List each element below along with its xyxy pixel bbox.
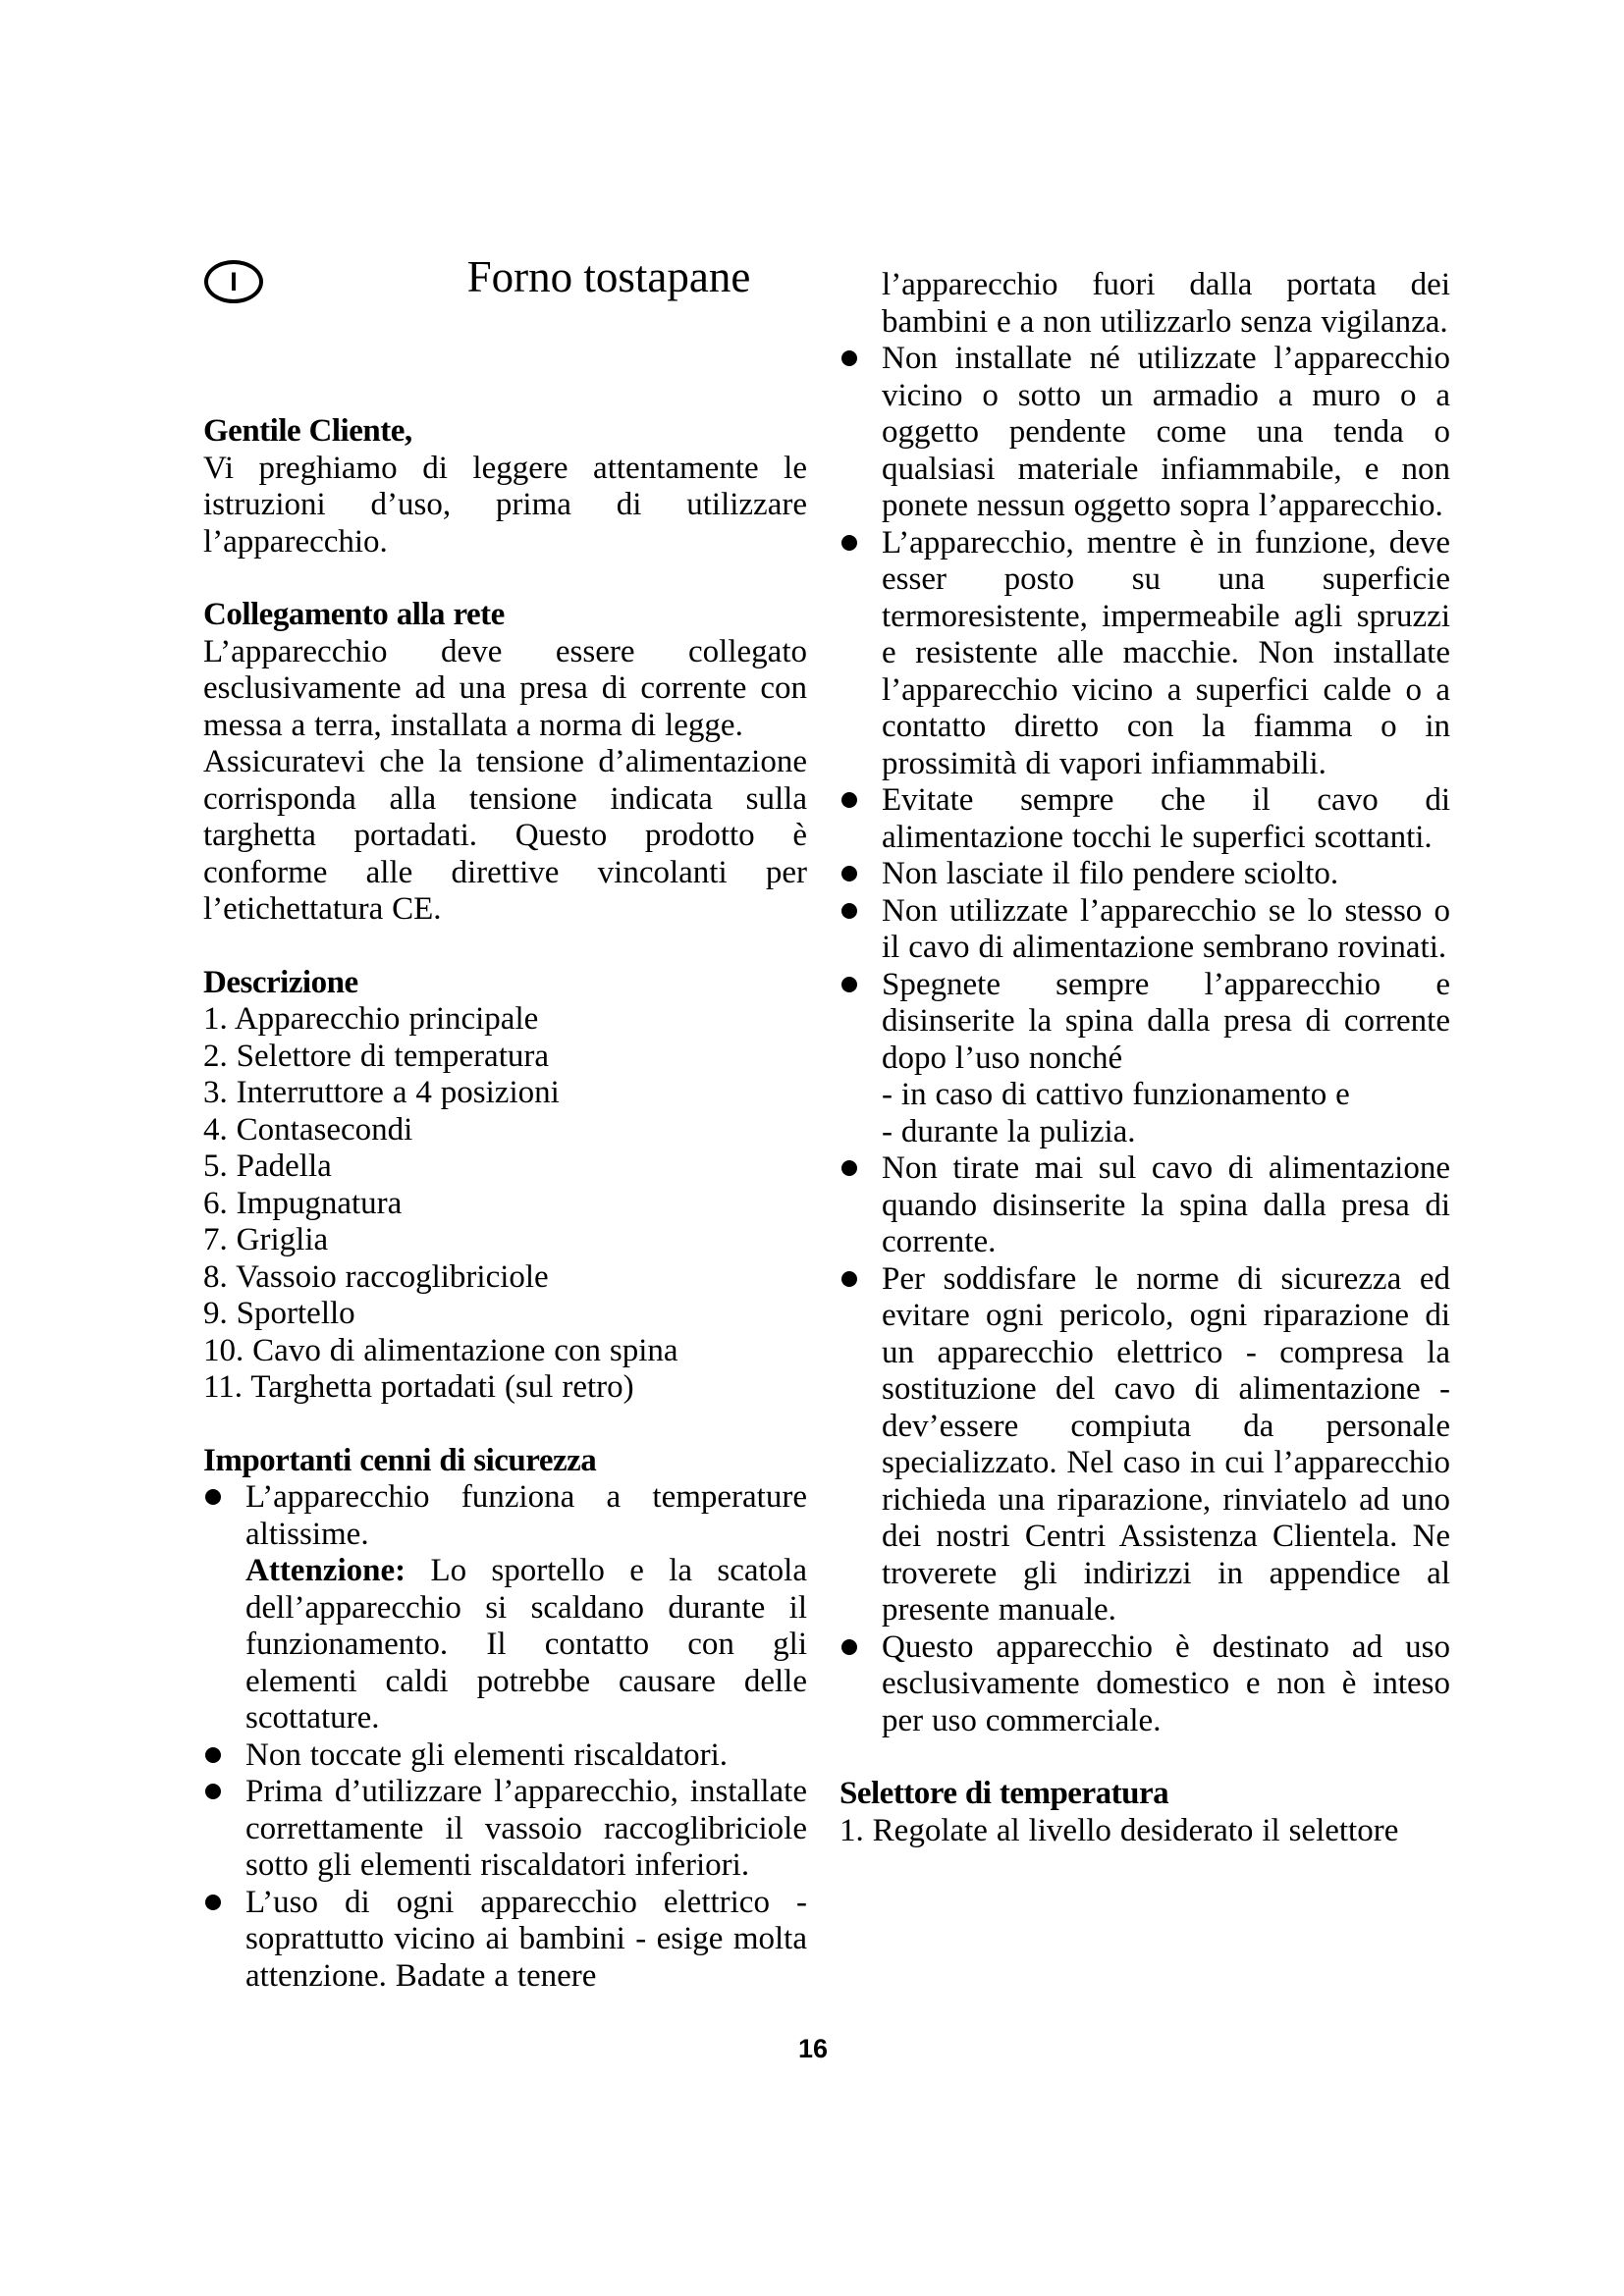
intro-paragraph: Vi preghiamo di leggere attentamente le istruzioni d’uso, prima di utilizzare l’apparecchio. <box>203 450 807 560</box>
safety-bullet <box>203 1737 807 1775</box>
safety-bullet-text: L’uso di ogni apparecchio elettrico - soprattutto vicino ai bambini - esige molta attenzione. Badate a tenere <box>245 1884 807 1994</box>
description-item: 4. Contasecondi <box>203 1111 413 1148</box>
right-column <box>839 267 1450 1849</box>
safety-bullet <box>839 341 1450 525</box>
description-item: 3. Interruttore a 4 posizioni <box>203 1075 560 1110</box>
description-item: 2. Selettore di temperatura <box>203 1038 550 1074</box>
safety-bullet-text: Non installate né utilizzate l’apparecchio vicino o sotto un armadio a muro o a oggetto pendente come una tenda o qualsiasi materiale infiammabile, e non ponete nessun oggetto sopra l’apparecchio. <box>882 341 1450 523</box>
safety-bullet-text: Per soddisfare le norme di sicurezza ed evitare ogni pericolo, ogni riparazione di un apparecchio elettrico - compresa la sostituzione del cavo di alimentazione - dev’essere compiuta da personale specializzato. Nel caso in cui l’apparecchio richieda una riparazione, rinviatelo ad uno dei nostri Centri Assistenza Clientela. Ne troverete gli indirizzi in appendice al presente manuale. <box>882 1260 1450 1628</box>
safety-bullet-text: L’apparecchio funziona a temperature altissime. <box>245 1479 807 1552</box>
language-letter: I <box>230 266 238 296</box>
section-heading-sicurezza: Importanti cenni di sicurezza <box>203 1442 597 1478</box>
continuation-paragraph: l’apparecchio fuori dalla portata dei bambini e a non utilizzarlo senza vigilanza. <box>882 267 1450 340</box>
bullet-icon <box>841 903 857 919</box>
attention-text: Lo sportello e la scatola dell’apparecchio si scaldano durante il funzionamento. Il contatto con gli elementi caldi potrebbe causare delle scottature. <box>245 1553 807 1735</box>
safety-bullet-text: Non tirate mai sul cavo di alimentazione quando disinserite la spina dalla presa di corrente. <box>882 1150 1450 1259</box>
bullet-icon <box>205 1895 221 1910</box>
bullet-icon <box>841 350 857 366</box>
description-list <box>203 1001 807 1407</box>
bullet-icon <box>205 1784 221 1799</box>
safety-bullet <box>203 1774 807 1885</box>
safety-bullet-text: Non utilizzate l’apparecchio se lo stesso o il cavo di alimentazione sembrano rovinati. <box>882 892 1450 965</box>
connection-paragraph-1: L’apparecchio deve essere collegato esclusivamente ad una presa di corrente con messa a terra, installata a norma di legge. <box>203 633 807 743</box>
attention-label: Attenzione: <box>245 1553 406 1588</box>
description-item: 7. Griglia <box>203 1222 329 1257</box>
section-heading-gentile-cliente: Gentile Cliente, <box>203 413 412 449</box>
attention-paragraph <box>245 1553 807 1737</box>
safety-bullet <box>839 782 1450 856</box>
page-number: 16 <box>798 2034 829 2063</box>
description-item: 10. Cavo di alimentazione con spina <box>203 1332 678 1368</box>
bullet-icon <box>841 1160 857 1176</box>
description-item: 6. Impugnatura <box>203 1185 403 1221</box>
safety-bullet-text: Non toccate gli elementi riscaldatori. <box>245 1736 729 1773</box>
connection-paragraph-2: Assicuratevi che la tensione d’alimentazione corrisponda alla tensione indicata sulla targhetta portadati. Questo prodotto è conforme alle direttive vincolanti per l’etichettatura CE. <box>203 744 807 927</box>
description-item: 11. Targhetta portadati (sul retro) <box>203 1369 634 1405</box>
safety-bullet-text: Questo apparecchio è destinato ad uso esclusivamente domestico e non è inteso per uso commerciale. <box>882 1629 1450 1738</box>
description-item: 9. Sportello <box>203 1296 355 1331</box>
section-heading-selettore: Selettore di temperatura <box>839 1776 1169 1811</box>
language-badge-icon <box>204 260 263 303</box>
safety-bullet <box>203 1885 807 1996</box>
page-title: Forno tostapane <box>466 252 751 301</box>
bullet-icon <box>205 1747 221 1763</box>
sub-item: - in caso di cattivo funzionamento e <box>882 1077 1350 1112</box>
bullet-icon <box>841 1639 857 1655</box>
safety-bullet <box>839 525 1450 783</box>
description-item: 8. Vassoio raccoglibriciole <box>203 1258 549 1295</box>
safety-bullet <box>839 856 1450 893</box>
bullet-icon <box>841 866 857 881</box>
description-item: 5. Padella <box>203 1148 332 1184</box>
bullet-icon <box>841 535 857 551</box>
safety-bullet <box>839 967 1450 1151</box>
bullet-icon <box>841 792 857 808</box>
left-column <box>203 413 807 1995</box>
safety-bullet-text: L’apparecchio, mentre è in funzione, deve esser posto su una superficie termoresistente, impermeabile agli spruzzi e resistente alle macchie. Non installate l’apparecchio vicino a superfici calde o a contatto diretto con la fiamma o in prossimità di vapori infiammabili. <box>882 524 1450 781</box>
section-heading-descrizione: Descrizione <box>203 964 358 1000</box>
description-item: 1. Apparecchio principale <box>203 1001 539 1037</box>
safety-bullet <box>839 893 1450 967</box>
safety-bullet <box>839 1150 1450 1261</box>
safety-bullet <box>839 1629 1450 1740</box>
sub-item: - durante la pulizia. <box>882 1113 1136 1149</box>
bullet-icon <box>841 977 857 992</box>
section-heading-collegamento: Collegamento alla rete <box>203 597 505 632</box>
bullet-icon <box>205 1489 221 1505</box>
selettore-step: 1. Regolate al livello desiderato il selettore <box>839 1812 1399 1848</box>
safety-bullet <box>839 1261 1450 1629</box>
safety-bullet <box>203 1479 807 1737</box>
safety-bullet-text: Evitate sempre che il cavo di alimentazione tocchi le superfici scottanti. <box>882 782 1450 855</box>
safety-bullet-text: Prima d’utilizzare l’apparecchio, installate correttamente il vassoio raccoglibriciole sotto gli elementi riscaldatori inferiori. <box>245 1774 807 1883</box>
safety-bullet-text: Spegnete sempre l’apparecchio e disinserite la spina dalla presa di corrente dopo l’uso nonché <box>882 966 1450 1076</box>
bullet-icon <box>841 1271 857 1287</box>
safety-bullet-text: Non lasciate il filo pendere sciolto. <box>882 856 1339 891</box>
